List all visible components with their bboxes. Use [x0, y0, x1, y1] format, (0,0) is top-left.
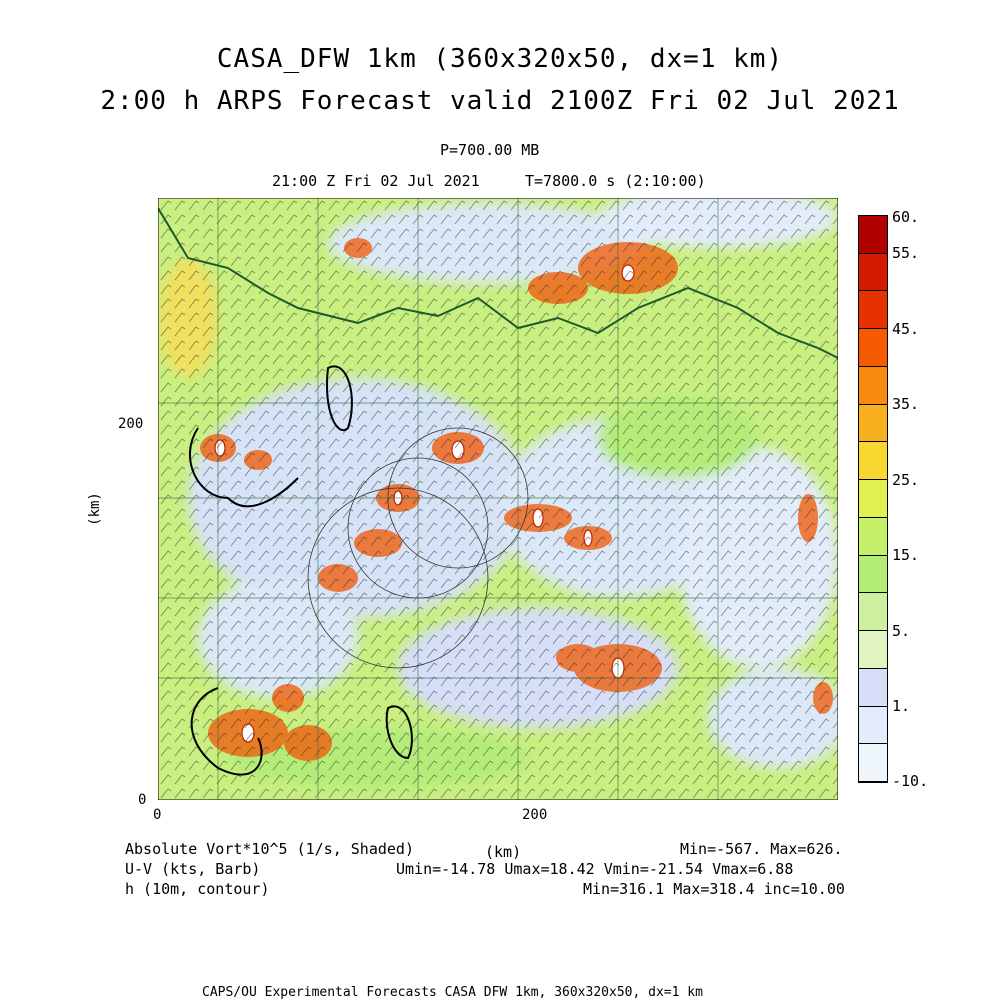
colorbar-label: 60. [892, 208, 920, 226]
colorbar-swatch [859, 556, 887, 594]
colorbar-swatch [859, 216, 887, 254]
x-axis-label: (km) [485, 843, 522, 861]
colorbar-swatch [859, 405, 887, 443]
legend-range-height: Min=316.1 Max=318.4 inc=10.00 [583, 880, 845, 898]
pressure-level: P=700.00 MB [440, 141, 540, 159]
colorbar-swatch [859, 442, 887, 480]
colorbar-swatch [859, 593, 887, 631]
footer-credit: CAPS/OU Experimental Forecasts CASA DFW 1km, 360x320x50, dx=1 km [202, 985, 703, 1000]
model-time: T=7800.0 s (2:10:00) [525, 172, 706, 190]
legend-field-height: h (10m, contour) [125, 880, 270, 898]
legend-field-vorticity: Absolute Vort*10^5 (1/s, Shaded) [125, 840, 414, 858]
colorbar-label: 55. [892, 244, 920, 262]
x-tick-200: 200 [522, 807, 548, 823]
legend-range-vorticity: Min=-567. Max=626. [680, 840, 843, 858]
colorbar-swatch [859, 518, 887, 556]
colorbar-label: 1. [892, 697, 911, 715]
colorbar-swatch [859, 254, 887, 292]
legend-field-wind: U-V (kts, Barb) [125, 860, 261, 878]
colorbar-swatch [859, 367, 887, 405]
y-tick-200: 200 [118, 416, 144, 432]
colorbar-swatch [859, 707, 887, 745]
colorbar-label: -10. [892, 772, 929, 790]
colorbar-swatch [859, 291, 887, 329]
colorbar-label: 25. [892, 471, 920, 489]
colorbar [858, 215, 888, 783]
title-line-1: CASA_DFW 1km (360x320x50, dx=1 km) [216, 44, 784, 74]
x-tick-0: 0 [153, 807, 162, 823]
y-axis-label: (km) [86, 492, 103, 526]
colorbar-label: 15. [892, 546, 920, 564]
colorbar-swatch [859, 744, 887, 782]
colorbar-label: 45. [892, 320, 920, 338]
colorbar-label: 5. [892, 622, 911, 640]
colorbar-swatch [859, 669, 887, 707]
title-line-2: 2:00 h ARPS Forecast valid 2100Z Fri 02 Jul 2021 [100, 86, 900, 116]
valid-time: 21:00 Z Fri 02 Jul 2021 [272, 172, 480, 190]
colorbar-swatch [859, 329, 887, 367]
legend-range-wind: Umin=-14.78 Umax=18.42 Vmin=-21.54 Vmax=6.88 [396, 860, 794, 878]
y-tick-0: 0 [138, 792, 147, 808]
colorbar-label: 35. [892, 395, 920, 413]
colorbar-swatch [859, 480, 887, 518]
forecast-map [158, 198, 838, 800]
colorbar-swatch [859, 631, 887, 669]
